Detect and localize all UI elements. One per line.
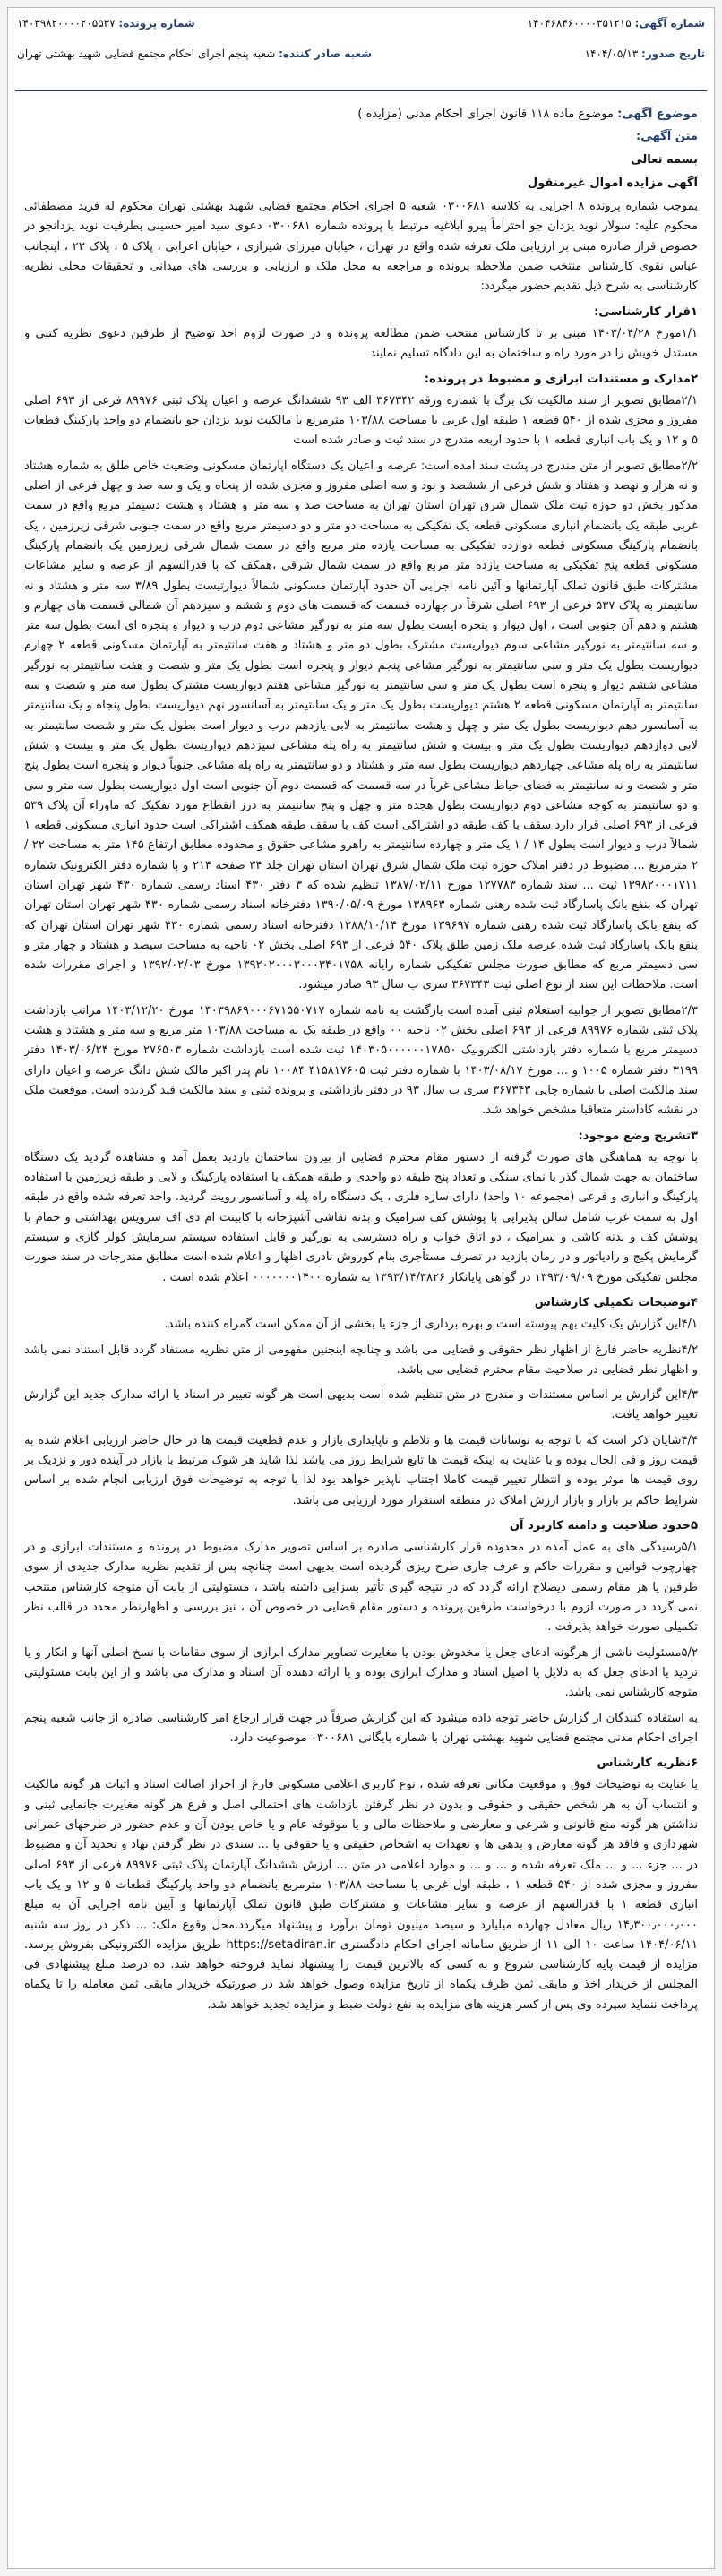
- section-2-2: ۲/۲مطابق تصویر از متن مندرج در پشت سند آمده است: عرصه و اعیان یک دستگاه آپارتمان مسکونی وضعیت خاص طلق به شماره هشتاد و نه هزار و نهصد و هفتاد و شش فرعی از ششصد و نود و سه اصلی مفروز و مجزی شده از پنجاه و یک و سه صد و چهل فرعی از اصلی مذکور بخش دو حوزه ثبت ملک شمال شرق تهران استان تهران به مساحت صد و سه متر و هشتاد و هشت دسیمتر مربع واقع در سمت غربی طبقه یک بانضمام انباری مسکونی قطعه یک تفکیکی به مساحت دو متر و دو دسیمتر مربع واقع در سمت جنوبی شرقی زیرزمین ، یک بانضمام پارکینگ مسکونی قطعه دوازده تفکیکی به مساحت یازده متر مربع واقع در سمت شمال شرقی زیرزمین یک بانضمام پارکینگ مسکونی قطعه پنج تفکیکی به مساحت یازده متر مربع واقع در سمت شمال شرقی ،همکف که با قدرالسهم از عرصه و سایر مشاعات مشترکات طبق قانون تملک آپارتمانها و آئین نامه اجرایی آن حدود آپارتمان مسکونی شمالاً دیوارتیست بطول ۳/۸۹ سه متر و هشتاد و نه سانتیمتر به پلاک ۵۳۷ فرعی از ۶۹۳ اصلی شرقاً در چهارده قسمت که قسمت های دوم و ششم و سیزدهم آن شمالی قسمت های چهارم و هشتم و دهم آن جنوبی است ، اول دیوار و پنجره ایست بطول سه متر به نورگیر مشاعی دوم درب و دیوار و پنجره ای است بطول سه متر و سه سانتیمتر به نورگیر مشاعی سوم دیواریست مشترک بطول دو متر و هشتاد و هفت سانتیمتر به آپارتمان مسکونی قطعه ۲ چهارم دیواریست بطول یک متر و سی سانتیمتر به نورگیر مشاعی پنجم دیوار و پنجره است بطول یک متر و شصت و هفت سانتیمتر به نورگیر مشاعی ششم دیوار و پنجره است بطول یک متر و سی سانتیمتر به نورگیر مشاعی هفتم دیواریست مشترک بطول سه متر و شصت و سه سانتیمتر به آپارتمان مسکونی قطعه ۲ هشتم دیواریست بطول یک متر و یک سانتیمتر به آسانسور نهم دیواریست بطول پنجاه و یک سانتیمتر به آسانسور دهم دیواریست بطول یک متر و چهل و هشت سانتیمتر به لابی یازدهم درب و دیوار است بطول یک متر و شصت سانتیمتر به لابی دوازدهم دیواریست بطول یک متر و بیست و شش سانتیمتر به راه پله مشاعی سیزدهم دیواریست بطول یک متر و بیست و شش سانتیمتر به راه پله مشاعی چهاردهم دیواریست بطول سه متر و هشتاد و دو سانتیمتر به راه پله مشاعی جنوباً دیوار و پنجره است بطول پنج متر و شصت و نه سانتیمتر به فضای حیاط مشاعی غرباً در سه قسمت که قسمت دوم آن جنوبی است اول دیواریست بطول سه متر و سی و دو سانتیمتر به کوچه مشاعی دوم دیواریست بطول هجده متر و چهل و پنج سانتیمتر به درز انقطاع مورد تفکیک که ماوراء آن پلاک ۵۳۹ فرعی از ۶۹۳ اصلی قرار دارد سقف با کف طبقه دو اشتراکی است کف با سقف طبقه همکف اشتراکی است حدود انباری مسکونی قطعه ۱ شمالاً درب و دیوار است بطول ۱۴ / ۱ یک متر و چهارده سانتیمتر به راهرو مشاعی حقوق و محدوده مطابق ارتفاع ۱۴۵ متر به مساحت ۲۲ / ۲ مترمربع ... مضبوط در دفتر املاک حوزه ثبت ملک شمال شرق تهران استان تهران جلد ۳۴ صفحه ۲۱۴ و با شماره دفتر الکترونیک شماره ۱۳۹۸۲۰۰۰۱۷۱۱ ثبت ... سند شماره ۱۲۷۷۸۳ مورخ ۱۳۸۷/۰۲/۱۱ تنظیم شده که ۳ دفتر ۴۳۰ اسناد رسمی شماره ۴۳۰ شهر تهران استان تهران که بنفع بانک پاسارگاد ثبت شده رهنی شماره ۱۳۸۹۶۳ مورخ ۱۳۹۰/۰۵/۰۹ دفترخانه اسناد رسمی شماره ۴۳۰ شهر تهران استان تهران که بنفع بانک پاسارگاد ثبت شده رهنی شماره ۱۳۹۶۹۷ مورخ ۱۳۸۸/۱۰/۱۴ دفترخانه اسناد رسمی شماره ۴۳۰ شهر تهران استان تهران که بنفع بانک پاسارگاد ثبت شده عرصه ملک زمین طلق پلاک ۵۴۰ فرعی از ۶۹۳ اصلی بخش ۰۲ ناحیه به مساحت سیصد و هشتاد و چهار متر و سی دسیمتر مربع که مطابق صورت مجلس تفکیکی شماره رایانه ۱۳۹۲۰۲۰۰۰۳۰۰۰۳۴۰۱۷۵۸ مورخ ۱۳۹۲/۰۲/۰۳ و اجرای مقررات شده است. ملاحظات این سند از نوع اصلی ثبت ۳۶۷۳۴۳ سری ب سال ۹۳ صادر میشود.: [24, 459, 698, 992]
- subject: موضوع ماده ۱۱۸ قانون اجرای احکام مدنی (مزایده ): [357, 107, 614, 121]
- issuer-row: [17, 42, 372, 65]
- letter-number: ۱۴۰۳۹۸۲۰۰۰۰۲۰۵۵۳۷: [17, 17, 116, 30]
- issue-date-label: تاریخ صدور:: [641, 47, 705, 60]
- issuer: شعبه پنجم اجرای احکام مجتمع قضایی شهید بهشتی تهران: [17, 47, 276, 60]
- notice-number: ۱۴۰۴۶۸۴۶۰۰۰۰۳۵۱۲۱۵: [527, 17, 632, 30]
- section-5-title: ۵حدود صلاحیت و دامنه کاربرد آن: [509, 1518, 698, 1533]
- intro-paragraph: بموجب شماره پرونده ۸ اجرایی به کلاسه ۰۳۰۰۶۸۱ شعبه ۵ اجرای احکام مجتمع قضایی شهید بهشتی تهران محکوم له فرید مصطفائی محکوم علیه: سولار نوید یزدان جو احتراماً پیرو ابلاغیه مرتبط با پرونده شماره ۰۳۰۰۶۸۱ دعوی سید امیر حسینی بطرفیت نوید یزدانجو در خصوص قرار صادره مبنی بر ارزیابی ملک تعرفه شده واقع در تهران ، خیابان میرزای شیرازی ، خیابان اعرابی ، پلاک ۵ ، پلاک ۲۳ ، اینجانب عباس نقوی کارشناس منتخب ضمن ملاحظه پرونده و مراجعه به محل ملک و ارزیابی و بررسی های میدانی و تحقیقات محلی نظریه کارشناسی به شرح ذیل تقدیم حضور میگردد:: [24, 200, 698, 294]
- header-divider: [15, 90, 707, 91]
- section-4-2: ۴/۲نظریه حاضر فارغ از اظهار نظر حقوقی و قضایی می باشد و چنانچه اینجنین مفهومی از متن نظریه مستفاد گردد قابل استناد نمی باشد و اظهار نظر قضایی در صلاحیت مقام محترم قضایی می باشد.: [24, 1343, 698, 1377]
- section-1-title: ۱قرار کارشناسی:: [594, 305, 698, 319]
- letter-number-label: شماره پرونده:: [118, 17, 195, 30]
- section-6-title: ۶نظریه کارشناس: [597, 1756, 698, 1771]
- section-2-1: ۲/۱مطابق تصویر از سند مالکیت تک برگ با شماره ورقه ۳۶۷۳۴۲ الف ۹۳ ششدانگ عرصه و اعیان پلاک ثبتی ۸۹۹۷۶ فرعی از ۶۹۳ اصلی مفروز و مجزی شده از ۵۴۰ قطعه ۱ طبقه اول غربی با مساحت ۱۰۳/۸۸ مترمربع با مالکیت نوید یزدان جو بانضمام دو واحد پارکینگ قطعات ۵ و ۱۲ و یک باب انباری قطعه ۱ با حدود اربعه مندرج در سند ثبت و صادر شده است: [24, 393, 698, 448]
- section-3-1: با توجه به هماهنگی های صورت گرفته از دستور مقام محترم قضایی از بیرون ساختمان بازدید بعمل آمد و مشاهده گردید یک دستگاه ساختمان به جهت شمال گذر با نمای سنگی و تعداد پنج طبقه دو واحدی و طبقه همکف با استفاده پارکینگ و لابی و طبقه زیرزمین با استفاده پارکینگ و انباری و فرعی (مجموعه ۱۰ واحد) دارای سازه فلزی ، یک دستگاه راه پله و آسانسور رویت گردید. واحد تعرفه شده واقع در طبقه اول به سمت غرب شامل سالن پذیرایی با پوشش کف سرامیک و بدنه نقاشی آشپزخانه با کابینت ام دی اف سرویس بهداشتی و حمام با پوشش کف و بدنه کاشی و سرامیک ، دو اتاق خواب و راه دسترسی به نورگیر و قابل استفاده سیستم سرمایش کولر گازی و سیستم گرمایش پکیج و رادیاتور و در زمان بازدید در تصرف مستأجری بنام کوروش نادری اظهار و اعلام شده است مطابق مندرجات در سند صورت مجلس تفکیکی مورخ ۱۳۹۳/۰۹/۰۹ در گواهی پایانکار ۱۳۹۳/۱۴/۳۸۲۶ به شماره ۰۰۰۰۰۰۰۱۴۰۰ اعلام شده است .: [24, 1150, 698, 1284]
- text-label: متن آگهی:: [635, 130, 698, 144]
- issue-date: ۱۴۰۴/۰۵/۱۳: [584, 47, 639, 60]
- subject-row: [24, 105, 698, 125]
- section-1-1: ۱/۱مورخ ۱۴۰۳/۰۴/۲۸ مبنی بر تا کارشناس منتخب ضمن مطالعه پرونده و در صورت لزوم اخذ توضیح از طرفین دعوی نظریه کتبی و مستدل خویش را در مورد راه و ساختمان به این دادگاه تسلیم نمایند: [24, 326, 698, 361]
- section-4-1: ۴/۱این گزارش یک کلیت بهم پیوسته است و بهره برداری از جزء یا بخشی از آن ممکن است گمراه کننده باشد.: [164, 1318, 698, 1332]
- section-2-title: ۲مدارک و مستندات ابرازی و مضبوط در پرونده:: [424, 372, 698, 386]
- section-4-4: ۴/۴شایان ذکر است که با توجه به نوسانات قیمت ها و تلاطم و ناپایداری بازار و عدم قطعیت قیمت ها در حال حاضر ارزیابی اعلام شده به قیمت روز و فی الحال بوده و با عنایت به اینکه قیمت ها تابع شرایط روز می باشد لذا شاید هر شوک مرتبط با بازار در آینده دور و نزدیک بر روی قیمت ها موثر بوده و انتظار تغییر قیمت کاملا اجتناب ناپذیر خواهد بود لذا با توجه به توضیحات فوق ارزیابی انجام شده بر اساس شرایط حاکم بر بازار و بازار ارزش املاک در منطقه استقرار مورد ارزیابی می باشد.: [24, 1433, 698, 1507]
- issuer-label: شعبه صادر کننده:: [279, 47, 372, 60]
- bismillah: بسمه تعالی: [631, 152, 698, 167]
- subject-label: موضوع آگهی:: [617, 107, 698, 121]
- notice-header: [17, 12, 705, 82]
- section-2-3: ۲/۳مطابق تصویر از جوابیه استعلام ثبتی آمده است بازگشت به نامه شماره ۱۴۰۳۹۸۶۹۰۰۰۶۷۱۵۵۰۷۱۷ مورخ ۱۴۰۳/۱۲/۲۰ مراتب بازداشت پلاک ثبتی شماره ۸۹۹۷۶ فرعی از ۶۹۳ اصلی بخش ۰۲ ناحیه ۰۰ واقع در طبقه یک به مساحت ۱۰۳/۸۸ متر مربع و سه متر و هشتاد و هشت دسیمتر مربع با شماره دفتر بازداشتی الکترونیک ۱۴۰۳۰۵۰۰۰۰۰۰۱۷۸۵۰ ثبت شده است بازداشت شماره ۲۷۶۵۰۳ مورخ ۱۴۰۳/۰۶/۲۴ دفتر ۳۱۹۹ دفتر شماره ۱۰۰۵ و ... مورخ ۱۴۰۳/۰۸/۱۷ با شماره دفتر ثبت ۴۱۵۸۱۷۶۰۵ ۱۰۰۸۴ نام پدر اکبر مالک شش دانگ عرصه و اعیان دارای سند مالکیت اصلی با شماره چاپی ۳۶۷۳۴۳ سری ب سال ۹۳ در دفتر بازداشتی و پرونده ثبتی و سند مالکیت قید گردیده است. موقعیت ملک در نقشه کاداستر متعاقبا مشخص خواهد شد.: [24, 1003, 698, 1118]
- notice-number-label: شماره آگهی:: [634, 17, 705, 30]
- section-6-1: با عنایت به توضیحات فوق و موقعیت مکانی تعرفه شده ، نوع کاربری اعلامی مسکونی فارغ از احراز اصالت اسناد و اثبات هر گونه مالکیت و انتساب آن به هر شخص حقیقی و حقوقی و بدون در نظر گرفتن بازداشت های احتمالی اصل و فرع هر گونه مغایرت جانمایی ثبتی و نداشتن هر گونه منع قانونی و شرعی و معارضی و ملاحظات مالی و یا موقوفه عام و یا خاص بودن آن و عدم حضور در طرحهای عمرانی شهرداری و فاقد هر گونه معارض و بدهی ها و تعهدات به اشخاص حقیقی و یا حقوقی یا ... سندی در نظر گرفتن نهاد و تحدید آن و مضبوط در ... جزء ... و ... ملک تعرفه شده و ... و ... و موارد اعلامی در متن ... ارزش ششدانگ آپارتمان پلاک ثبتی ۸۹۹۷۶ فرعی از ۶۹۳ اصلی مفروز و مجزی شده از ۵۴۰ قطعه ۱ ، طبقه اول غربی با مساحت ۱۰۳/۸۸ مترمربع بانضمام دو واحد پارکینگ قطعات ۵ و ۱۲ و یک باب انباری قطعه ۱ با قدرالسهم از عرصه و سایر مشاعات و مشترکات طبق قانون تملک آپارتمانها و آیین نامه اجرایی آن به مبلغ ۱۴٫۳۰۰٫۰۰۰٫۰۰۰ ریال معادل چهارده میلیارد و سیصد میلیون تومان برآورد و پیشنهاد میگردد.محل وقوع ملک: ... ذکر در روز سه شنبه ۱۴۰۴/۰۶/۱۱ ساعت ۱۰ الی ۱۱ از طریق سامانه اجرای احکام دادگستری https://setadiran.ir طریق مزایده الکترونیکی بفروش برسد. مزایده از قیمت پایه کارشناسی شروع و به کسی که بالاترین قیمت را پیشنهاد نماید فروخته خواهد شد. ده درصد مبلغ پیشنهادی فی المجلس از خریدار اخذ و مابقی ثمن ظرف یکماه از تاریخ مزایده وصول خواهد شد در صورتیکه خریدار مابقی ثمن معامله را تا یکماه پرداخت ننماید سپرده وی پس از کسر هزینه های مزایده به نفع دولت ضبط و مزایده تجدید خواهد شد.: [24, 1778, 698, 2012]
- notice-page: [7, 7, 715, 2569]
- section-5-1: ۵/۱رسیدگی های به عمل آمده در محدوده قرار کارشناسی صادره بر اساس تصویر مدارک مضبوط در پرونده و مستندات ابرازی و در چهارچوب قوانین و مقررات حاکم و عرف جاری طرح ریزی گردیده است بدیهی است چنانچه پس از تقدیم نظریه مدارک جدیدی از سوی طرفین یا هر مقام رسمی ذیصلاح ارائه گردد که در نتیجه گیری تأثیر بسزایی داشته باشد ، مسئولیتی از بابت آن متوجه کارشناس منتخب نمی گردد در صورت لزوم با درخواست طرفین پرونده و دستور مقام قضایی در خصوص آن ، نیز بررسی و اظهارنظر مجدد در قالب نظر تکمیلی صورت خواهد پذیرفت .: [24, 1541, 698, 1635]
- section-3-title: ۳تشریح وضع موجود:: [578, 1129, 698, 1143]
- text-label-row: [24, 127, 698, 147]
- section-4-3: ۴/۳این گزارش بر اساس مستندات و مندرج در متن تنظیم شده است بدیهی است هر گونه تغییر در اسناد یا ارائه مدارک جدید این گزارش تغییر خواهد یافت.: [24, 1388, 698, 1422]
- notice-number-row: [528, 12, 705, 35]
- section-5-3: به استفاده کنندگان از گزارش حاضر توجه داده میشود که این گزارش صرفاً در جهت قرار ارجاع امر کارشناسی صادره از جانب شعبه پنجم اجرای احکام مدنی مجتمع قضایی شهید بهشتی تهران با شماره بایگانی ۰۳۰۰۶۸۱ موضوعیت دارد.: [24, 1711, 698, 1745]
- notice-title: آگهی مزایده اموال غیرمنقول: [527, 176, 698, 190]
- letter-number-row: [17, 12, 195, 35]
- section-5-2: ۵/۲مسئولیت ناشی از هرگونه ادعای جعل یا مخدوش بودن یا مغایرت تصاویر مدارک ابرازی از سوی مقامات با نسخ اصلی آنها و انکار و یا تردید یا ادعای جعل که به دلایل یا اصیل اسناد و مدارک ابرازی بوده و یا ارائه دهنده آن اسناد و مدارک می باشد و از این بابت مسئولیتی متوجه کارشناس نمی باشد.: [24, 1645, 698, 1700]
- notice-body: [24, 105, 698, 2559]
- issue-date-row: [585, 42, 705, 65]
- section-4-title: ۴توضیحات تکمیلی کارشناس: [534, 1295, 698, 1309]
